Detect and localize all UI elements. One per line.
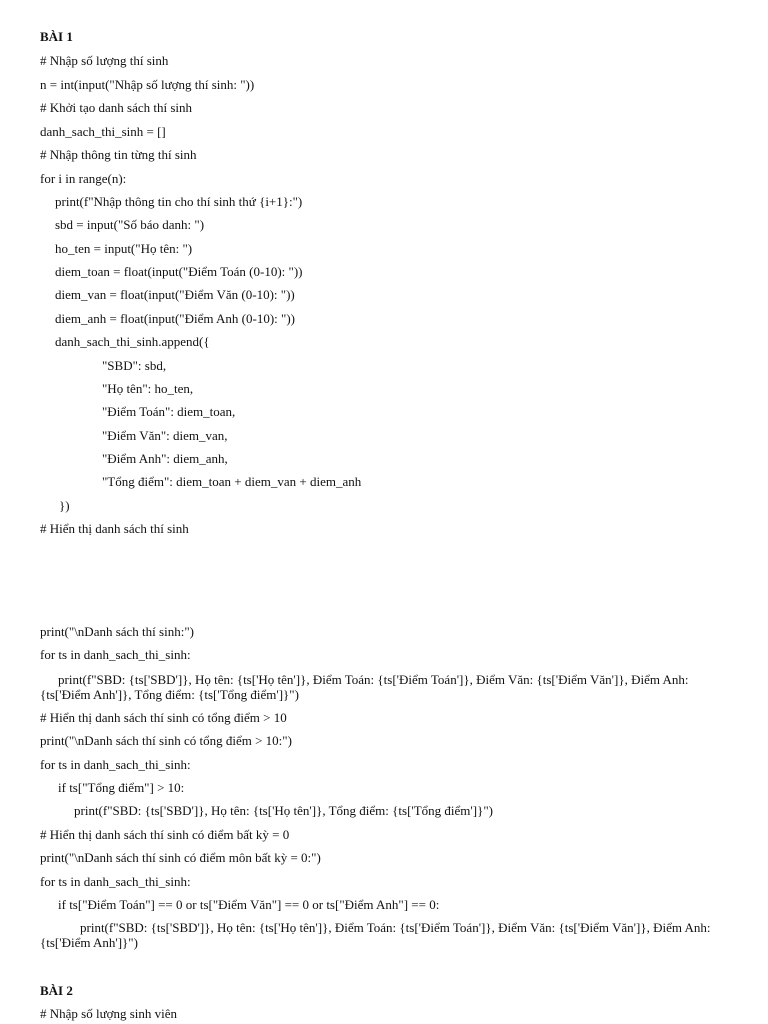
code-line: }) — [59, 498, 70, 513]
code-line: print("\nDanh sách thí sinh có điểm môn bất kỳ = 0:") — [40, 850, 321, 865]
code-line: danh_sach_thi_sinh = [] — [40, 124, 166, 139]
code-line: # Nhập thông tin từng thí sinh — [40, 147, 197, 162]
code-line: print("\nDanh sách thí sinh:") — [40, 624, 194, 639]
code-line: # Nhập số lượng thí sinh — [40, 53, 169, 68]
code-line: "Điểm Anh": diem_anh, — [102, 451, 228, 466]
code-line: for ts in danh_sach_thi_sinh: — [40, 874, 191, 889]
code-line: "Tổng điểm": diem_toan + diem_van + diem_anh — [102, 474, 362, 489]
code-line: for ts in danh_sach_thi_sinh: — [40, 757, 191, 772]
heading-bai-1: BÀI 1 — [40, 29, 73, 44]
code-line: ho_ten = input("Họ tên: ") — [55, 241, 193, 256]
code-line: # Nhập số lượng sinh viên — [40, 1006, 178, 1021]
code-line-wrapped: print(f"SBD: {ts['SBD']}, Họ tên: {ts['Họ tên']}, Điểm Toán: {ts['Điểm Toán']}, Điểm Văn: {ts['Điểm Văn']}, Điểm Anh: {ts['Điểm Anh']}") — [40, 920, 711, 950]
code-line: # Hiển thị danh sách thí sinh có điểm bất kỳ = 0 — [40, 827, 290, 842]
code-line: print("\nDanh sách thí sinh có tổng điểm > 10:") — [40, 733, 292, 748]
code-line: diem_van = float(input("Điểm Văn (0-10): ")) — [55, 287, 295, 302]
code-line: sbd = input("Số báo danh: ") — [55, 217, 205, 232]
code-line: if ts["Điểm Toán"] == 0 or ts["Điểm Văn"] == 0 or ts["Điểm Anh"] == 0: — [58, 897, 440, 912]
code-line: # Hiển thị danh sách thí sinh có tổng điểm > 10 — [40, 710, 287, 725]
code-line: if ts["Tổng điểm"] > 10: — [58, 780, 185, 795]
code-line: for i in range(n): — [40, 171, 127, 186]
code-line: diem_anh = float(input("Điểm Anh (0-10): ")) — [55, 311, 295, 326]
heading-bai-2: BÀI 2 — [40, 983, 73, 998]
code-line: "Điểm Toán": diem_toan, — [102, 404, 236, 419]
code-line: "SBD": sbd, — [102, 358, 167, 373]
code-line: danh_sach_thi_sinh.append({ — [55, 334, 210, 349]
code-line: diem_toan = float(input("Điểm Toán (0-10): ")) — [55, 264, 303, 279]
code-line: # Hiển thị danh sách thí sinh — [40, 521, 189, 536]
code-line: n = int(input("Nhập số lượng thí sinh: ")) — [40, 77, 255, 92]
code-line: print(f"Nhập thông tin cho thí sinh thứ {i+1}:") — [55, 194, 303, 209]
code-line: "Điểm Văn": diem_van, — [102, 428, 228, 443]
code-line: for ts in danh_sach_thi_sinh: — [40, 647, 191, 662]
code-line: print(f"SBD: {ts['SBD']}, Họ tên: {ts['Họ tên']}, Tổng điểm: {ts['Tổng điểm']}") — [74, 803, 493, 818]
code-line: "Họ tên": ho_ten, — [102, 381, 194, 396]
code-line: # Khởi tạo danh sách thí sinh — [40, 100, 193, 115]
code-line-wrapped: print(f"SBD: {ts['SBD']}, Họ tên: {ts['Họ tên']}, Điểm Toán: {ts['Điểm Toán']}, Điểm Văn: {ts['Điểm Văn']}, Điểm Anh: {ts['Điểm Anh']}, Tổng điểm: {ts['Tổng điểm']}") — [40, 672, 689, 702]
